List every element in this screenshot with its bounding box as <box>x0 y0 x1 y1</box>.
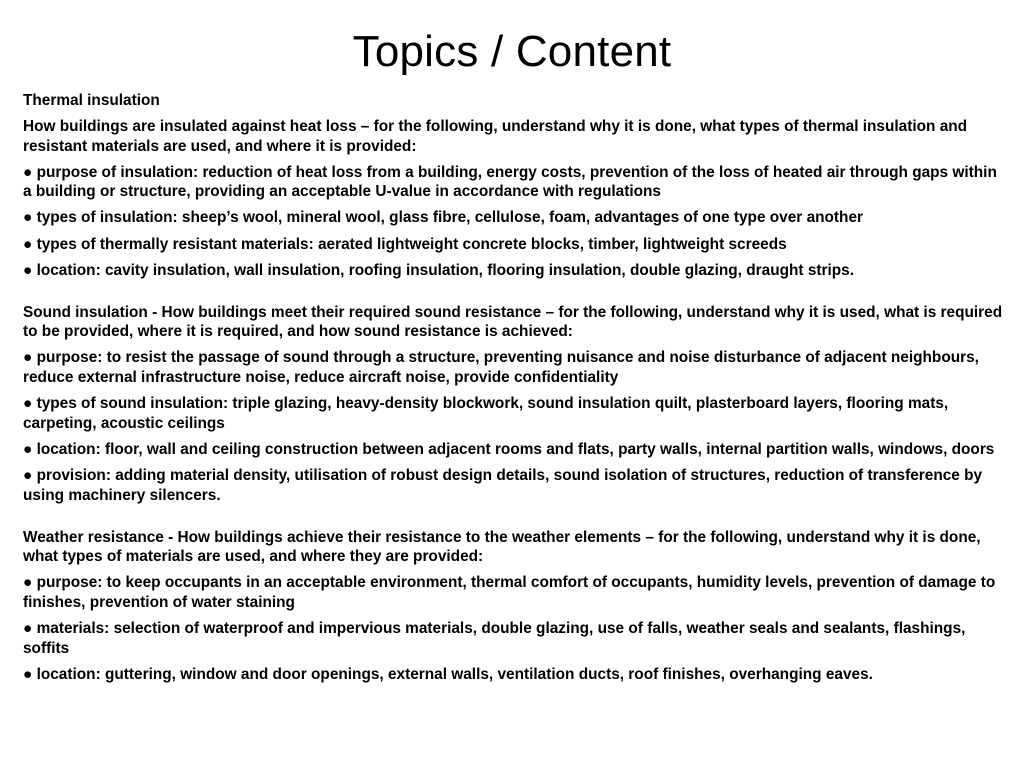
slide-title: Topics / Content <box>352 27 672 76</box>
thermal-bullet-location: ● location: cavity insulation, wall insulation, roofing insulation, flooring insulation, double glazing, draught strips. <box>23 261 855 279</box>
weather-bullet-purpose: ● purpose: to keep occupants in an acceptable environment, thermal comfort of occupants, humidity levels, prevention of damage to finishes, prevention of water staining <box>23 574 996 611</box>
sound-bullet-purpose: ● purpose: to resist the passage of sound through a structure, preventing nuisance and noise disturbance of adjacent neighbours, reduce external infrastructure noise, reduce aircraft noise, provide confidentiality <box>23 349 979 387</box>
thermal-intro: How buildings are insulated against heat loss – for the following, understand why it is done, what types of thermal insulation and resistant materials are used, and where it is provided: <box>23 118 968 155</box>
sound-bullet-location: ● location: floor, wall and ceiling construction between adjacent rooms and flats, party walls, internal partition walls, windows, doors <box>23 440 995 458</box>
thermal-bullet-purpose: ● purpose of insulation: reduction of heat loss from a building, energy costs, prevention of the loss of heated air through gaps within a building or structure, providing an acceptable U-value in accordance with regulations <box>23 163 997 201</box>
weather-bullet-materials: ● materials: selection of waterproof and impervious materials, double glazing, use of falls, weather seals and sealants, flashings, soffits <box>23 619 966 657</box>
thermal-insulation-section <box>23 91 1008 280</box>
thermal-bullet-materials: ● types of thermally resistant materials: aerated lightweight concrete blocks, timber, lightweight screeds <box>23 235 787 253</box>
weather-intro: Weather resistance - How buildings achieve their resistance to the weather elements – for the following, understand why it is done, what types of materials are used, and where they are provided: <box>23 528 981 566</box>
thermal-heading: Thermal insulation <box>23 92 160 109</box>
section-spacer <box>23 512 1008 528</box>
weather-bullet-location: ● location: guttering, window and door openings, external walls, ventilation ducts, roof finishes, overhanging eaves. <box>23 665 873 683</box>
sound-insulation-section <box>23 303 1008 505</box>
section-spacer <box>23 287 1008 303</box>
sound-bullet-types: ● types of sound insulation: triple glazing, heavy-density blockwork, sound insulation quilt, plasterboard layers, flooring mats, carpeting, acoustic ceilings <box>23 395 949 432</box>
sound-intro: Sound insulation - How buildings meet their required sound resistance – for the following, understand why it is used, what is required to be provided, where it is required, and how sound resistance is achieved: <box>23 303 1003 341</box>
thermal-bullet-types: ● types of insulation: sheep’s wool, mineral wool, glass fibre, cellulose, foam, advantages of one type over another <box>23 209 864 227</box>
weather-resistance-section <box>23 528 1008 685</box>
slide-body <box>23 91 1008 691</box>
sound-bullet-provision: ● provision: adding material density, utilisation of robust design details, sound isolation of structures, reduction of transference by using machinery silencers. <box>23 466 983 504</box>
